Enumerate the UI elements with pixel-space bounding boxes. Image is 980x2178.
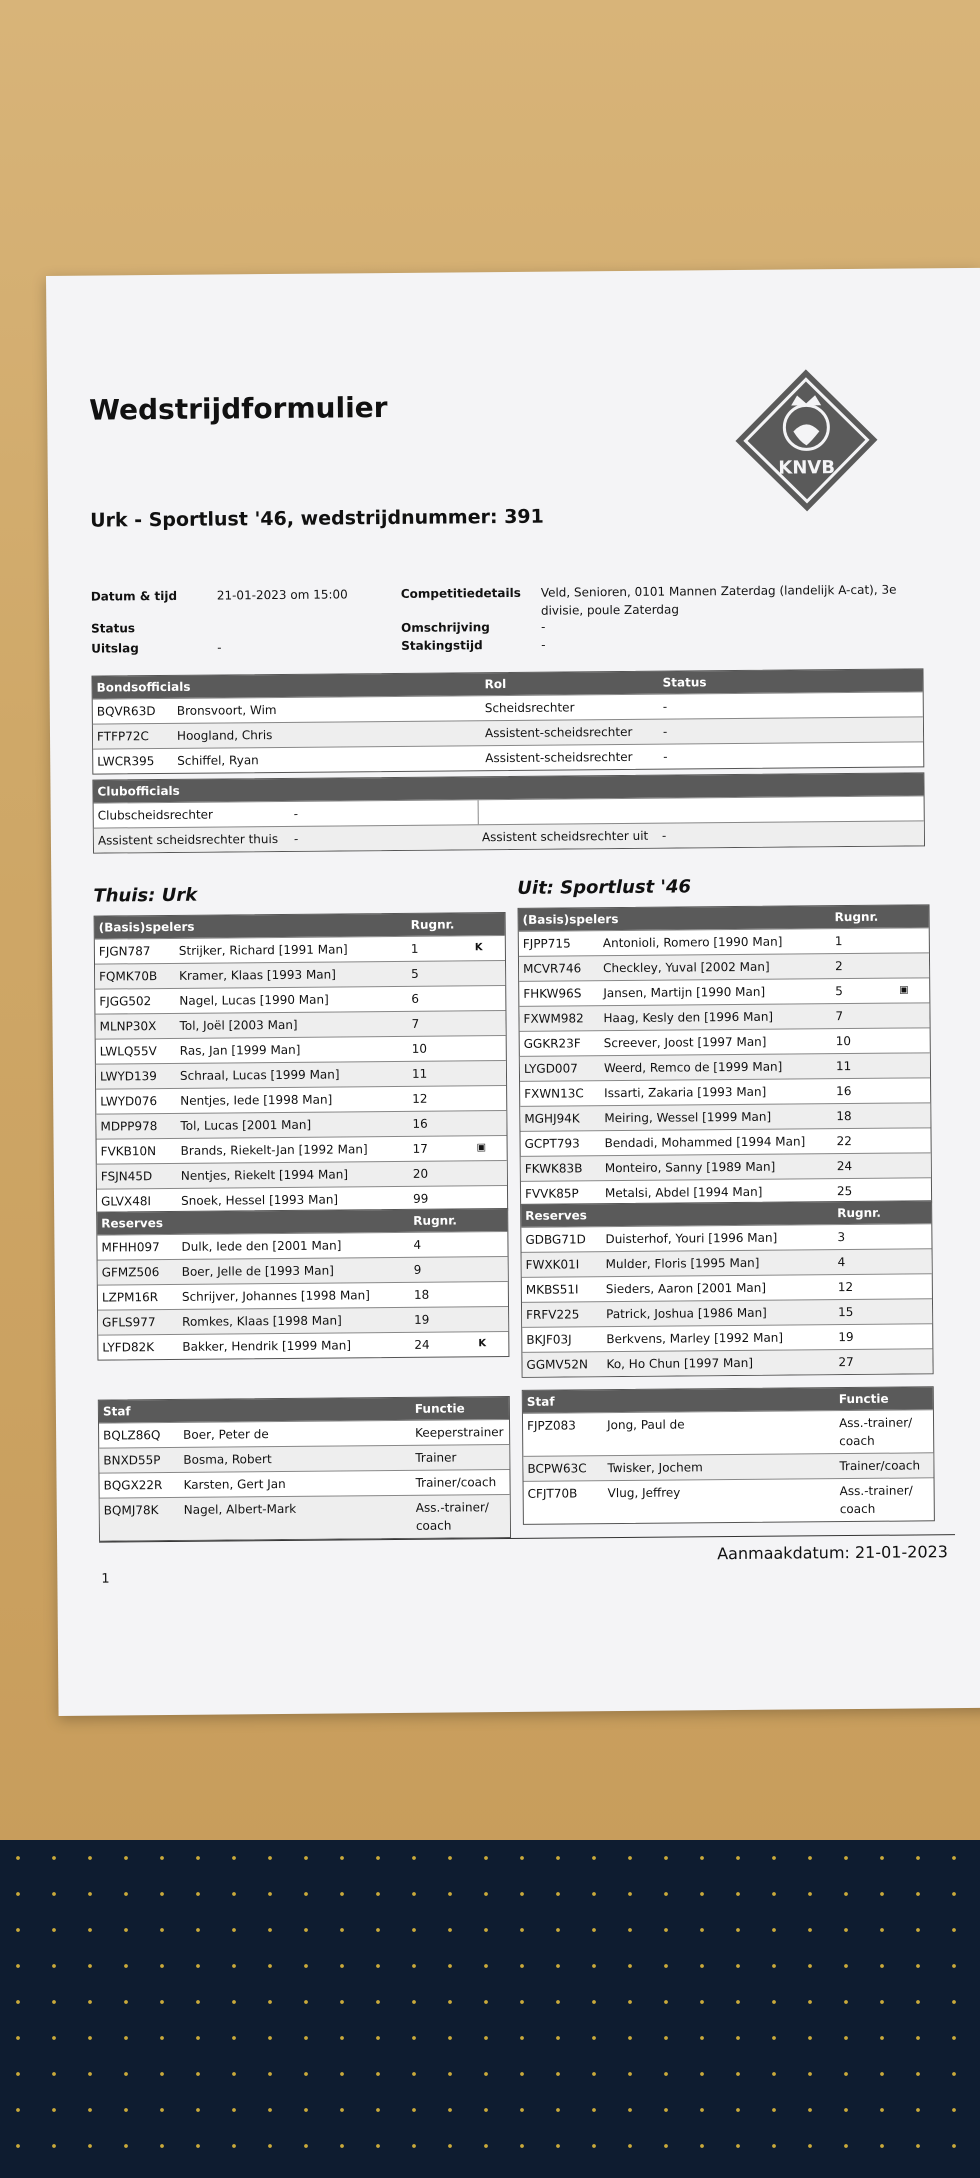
player-name: Schraal, Lucas [1999 Man] <box>179 1067 340 1083</box>
staf-header: Staf <box>102 1404 131 1419</box>
staf-code: BQMJ78K <box>103 1503 159 1518</box>
official-code: LWCR395 <box>97 754 155 769</box>
staf-functie: Ass.-trainer/ coach <box>838 1415 913 1449</box>
player-code: MDPP978 <box>100 1119 158 1134</box>
ass-uit-value: - <box>661 828 667 843</box>
player-name: Bendadi, Mohammed [1994 Man] <box>604 1134 806 1151</box>
table-row <box>519 1002 929 1031</box>
rugnr-header: Rugnr. <box>413 1213 458 1228</box>
player-code: LWLQ55V <box>99 1044 157 1059</box>
official-rol: Scheidsrechter <box>484 700 575 716</box>
staf-header: Staf <box>526 1394 555 1409</box>
official-rol: Assistent-scheidsrechter <box>484 724 633 741</box>
table-row <box>523 1452 933 1481</box>
staf-name: Vlug, Jeffrey <box>607 1485 681 1501</box>
table-row <box>521 1223 931 1252</box>
player-rugnr: 5 <box>835 984 843 999</box>
player-code: FKWK83B <box>524 1161 583 1176</box>
staf-code: BCPW63C <box>527 1461 587 1476</box>
player-name: Ras, Jan [1999 Man] <box>179 1042 301 1058</box>
player-code: FVKB10N <box>100 1144 157 1159</box>
player-name: Monteiro, Sanny [1989 Man] <box>604 1159 776 1176</box>
rugnr-header: Rugnr. <box>837 1205 881 1221</box>
player-name: Berkvens, Marley [1992 Man] <box>606 1330 784 1347</box>
staf-code: FJPZ083 <box>526 1418 576 1433</box>
staf-name: Nagel, Albert-Mark <box>183 1501 297 1517</box>
player-code: GGKR23F <box>523 1036 581 1051</box>
player-name: Dulk, Iede den [2001 Man] <box>181 1238 342 1254</box>
player-rugnr: 1 <box>834 934 843 949</box>
rugnr-header: Rugnr. <box>834 909 879 925</box>
player-code: FSJN45D <box>100 1169 153 1184</box>
competitie-label: Competitiedetails <box>400 585 521 601</box>
player-code: LWYD139 <box>99 1069 157 1084</box>
player-name: Tol, Lucas [2001 Man] <box>180 1117 312 1133</box>
omschrijving-value: - <box>541 619 546 634</box>
player-rugnr: 10 <box>835 1034 852 1049</box>
table-row <box>524 1477 934 1524</box>
player-name: Issarti, Zakaria [1993 Man] <box>604 1084 767 1101</box>
table-row <box>520 1077 930 1106</box>
player-name: Kramer, Klaas [1993 Man] <box>179 967 336 983</box>
table-row <box>96 1085 506 1114</box>
player-name: Nentjes, Riekelt [1994 Man] <box>180 1167 349 1183</box>
table-row <box>520 1102 930 1131</box>
table-row <box>522 1273 932 1302</box>
away-team-heading: Uit: Sportlust '46 <box>517 876 692 899</box>
player-name: Tol, Joël [2003 Man] <box>179 1017 298 1033</box>
functie-header: Functie <box>838 1391 889 1407</box>
match-form-paper <box>46 268 980 1716</box>
staf-code: BQLZ86Q <box>103 1428 161 1443</box>
table-row <box>95 985 505 1014</box>
player-rugnr: 25 <box>836 1183 853 1199</box>
table-row <box>95 935 505 964</box>
player-name: Jansen, Martijn [1990 Man] <box>603 984 766 1001</box>
player-rugnr: 27 <box>838 1354 854 1370</box>
omschrijving-label: Omschrijving <box>401 620 490 635</box>
player-rugnr: 20 <box>412 1166 429 1181</box>
table-row <box>523 1409 933 1456</box>
official-status: - <box>662 724 668 739</box>
player-name: Nentjes, Iede [1998 Man] <box>180 1092 333 1108</box>
staf-functie: Trainer/coach <box>839 1458 921 1474</box>
table-row <box>98 1256 508 1285</box>
uitslag-value: - <box>217 640 222 655</box>
competitie-value: Veld, Senioren, 0101 Mannen Zaterdag (landelijk A-cat), 3e divisie, poule Zaterdag <box>540 582 897 618</box>
player-name: Nagel, Lucas [1990 Man] <box>179 992 329 1008</box>
player-name: Haag, Kesly den [1996 Man] <box>603 1009 774 1026</box>
player-name: Bakker, Hendrik [1999 Man] <box>182 1338 352 1354</box>
staking-label: Stakingstijd <box>401 638 483 653</box>
player-code: GCPT793 <box>524 1136 580 1151</box>
official-code: BQVR63D <box>96 704 156 719</box>
staf-code: BQGX22R <box>103 1478 163 1493</box>
table-row <box>95 960 505 989</box>
official-code: FTFP72C <box>96 729 149 744</box>
uitslag-label: Uitslag <box>91 641 139 656</box>
home-reserves-table <box>96 1208 509 1361</box>
player-code: LZPM16R <box>101 1290 159 1305</box>
official-name: Bronsvoort, Wim <box>176 703 277 718</box>
player-code: MKBS51I <box>525 1282 579 1297</box>
status-header: Status <box>662 675 707 690</box>
table-row <box>98 1281 508 1310</box>
player-rugnr: 99 <box>413 1191 429 1206</box>
staf-name: Karsten, Gert Jan <box>183 1476 286 1492</box>
player-code: BKJF03J <box>526 1332 572 1347</box>
player-name: Ko, Ho Chun [1997 Man] <box>606 1355 754 1372</box>
staf-name: Boer, Peter de <box>183 1427 269 1442</box>
official-rol: Assistent-scheidsrechter <box>485 749 633 766</box>
player-rugnr: 24 <box>414 1337 430 1352</box>
datum-label: Datum & tijd <box>90 588 178 604</box>
player-rugnr: 5 <box>411 966 419 981</box>
table-row <box>521 1152 931 1181</box>
player-rugnr: 1 <box>410 941 419 956</box>
official-status: - <box>662 699 668 714</box>
player-rugnr: 11 <box>411 1066 428 1081</box>
away-players-table <box>518 904 933 1207</box>
players-header: (Basis)spelers <box>98 919 195 935</box>
player-code: MCVR746 <box>523 961 582 976</box>
table-row <box>98 1331 508 1360</box>
player-rugnr: 7 <box>411 1016 420 1031</box>
player-rugnr: 16 <box>412 1116 428 1131</box>
knvb-logo-icon <box>731 365 882 516</box>
staf-functie: Keeperstrainer <box>415 1425 504 1440</box>
table-row <box>520 1027 930 1056</box>
table-row <box>100 1494 510 1541</box>
reserves-header: Reserves <box>525 1208 587 1223</box>
player-code: FRFV225 <box>526 1307 580 1322</box>
datum-value: 21-01-2023 om 15:00 <box>216 587 348 603</box>
player-rugnr: 11 <box>835 1059 852 1074</box>
player-code: GFMZ506 <box>101 1265 160 1280</box>
player-code: GFLS977 <box>102 1315 156 1330</box>
player-name: Snoek, Hessel [1993 Man] <box>181 1192 339 1208</box>
player-marker: ▣ <box>899 984 909 996</box>
player-name: Duisterhof, Youri [1996 Man] <box>605 1230 778 1247</box>
staf-functie: Ass.-trainer/ coach <box>415 1500 489 1533</box>
away-staf-table <box>522 1386 935 1525</box>
clubofficials-table <box>92 772 925 853</box>
table-row <box>96 1110 506 1139</box>
home-team-heading: Thuis: Urk <box>93 884 198 907</box>
page-number: 1 <box>101 1571 110 1587</box>
player-name: Screever, Joost [1997 Man] <box>603 1034 767 1051</box>
table-row <box>97 1231 507 1260</box>
player-code: LYGD007 <box>523 1061 578 1076</box>
page-title: Wedstrijdformulier <box>89 391 388 427</box>
player-rugnr: 6 <box>411 991 420 1006</box>
staf-code: CFJT70B <box>527 1486 578 1501</box>
table-row <box>522 1323 932 1352</box>
player-marker: K <box>478 1338 487 1350</box>
bondsofficials-table <box>91 668 924 774</box>
player-code: FWXK01I <box>525 1257 580 1272</box>
player-code: FJPP715 <box>522 936 571 951</box>
player-rugnr: 7 <box>835 1009 844 1024</box>
table-row <box>97 1135 507 1164</box>
player-code: FXWM982 <box>523 1011 584 1026</box>
players-header: (Basis)spelers <box>522 912 619 927</box>
staf-functie: Ass.-trainer/ coach <box>839 1483 913 1517</box>
table-row <box>519 927 929 956</box>
table-row <box>97 1160 507 1189</box>
carpet-floor <box>0 1840 980 2178</box>
table-row <box>96 1035 506 1064</box>
status-label: Status <box>91 621 136 636</box>
player-rugnr: 12 <box>412 1091 428 1106</box>
table-row <box>99 1419 509 1448</box>
table-row <box>98 1306 508 1335</box>
knvb-logo-text: KNVB <box>778 457 836 479</box>
clubscheidsrechter-value: - <box>293 806 299 821</box>
player-name: Meiring, Wessel [1999 Man] <box>604 1109 772 1126</box>
table-row <box>519 952 929 981</box>
staf-name: Bosma, Robert <box>183 1452 272 1467</box>
away-reserves-table <box>520 1200 934 1378</box>
player-rugnr: 15 <box>838 1304 854 1320</box>
player-rugnr: 18 <box>836 1109 852 1124</box>
player-code: FJGN787 <box>98 944 151 959</box>
player-code: FVVK85P <box>524 1186 579 1201</box>
player-name: Strijker, Richard [1991 Man] <box>178 942 348 958</box>
player-name: Metalsi, Abdel [1994 Man] <box>604 1184 763 1201</box>
player-name: Antonioli, Romero [1990 Man] <box>602 934 783 951</box>
functie-header: Functie <box>414 1401 465 1416</box>
player-name: Weerd, Remco de [1999 Man] <box>603 1059 783 1076</box>
table-row <box>520 1052 930 1081</box>
player-rugnr: 12 <box>837 1279 854 1295</box>
ass-thuis-value: - <box>293 831 299 846</box>
official-status: - <box>663 749 668 764</box>
player-code: GGMV52N <box>526 1357 588 1372</box>
home-staf-table <box>98 1396 511 1542</box>
player-rugnr: 17 <box>412 1141 428 1156</box>
home-players-table <box>94 912 509 1215</box>
table-row <box>522 1298 932 1327</box>
table-row <box>99 1469 509 1498</box>
player-code: MLNP30X <box>99 1019 157 1034</box>
table-row <box>96 1060 506 1089</box>
aanmaakdatum: Aanmaakdatum: 21-01-2023 <box>717 1542 949 1564</box>
player-marker: ▣ <box>476 1142 487 1154</box>
player-rugnr: 22 <box>836 1134 852 1149</box>
player-name: Boer, Jelle de [1993 Man] <box>181 1263 334 1279</box>
player-code: LYFD82K <box>102 1340 155 1355</box>
player-name: Brands, Riekelt-Jan [1992 Man] <box>180 1142 368 1158</box>
staf-name: Jong, Paul de <box>606 1417 685 1433</box>
reserves-header: Reserves <box>101 1216 164 1231</box>
player-code: FQMK70B <box>99 969 158 984</box>
player-rugnr: 19 <box>838 1329 854 1345</box>
ass-thuis-label: Assistent scheidsrechter thuis <box>97 831 279 848</box>
player-code: FHKW96S <box>523 986 582 1001</box>
player-rugnr: 10 <box>411 1041 428 1056</box>
player-code: FJGG502 <box>99 994 152 1009</box>
player-code: FXWN13C <box>524 1086 584 1101</box>
player-code: GDBG71D <box>525 1232 586 1247</box>
table-row <box>519 977 929 1006</box>
staking-value: - <box>541 637 546 652</box>
table-row <box>522 1348 932 1377</box>
staf-code: BNXD55P <box>103 1453 161 1468</box>
official-name: Schiffel, Ryan <box>177 753 259 768</box>
official-name: Hoogland, Chris <box>176 728 273 743</box>
rugnr-header: Rugnr. <box>410 917 455 932</box>
staf-name: Twisker, Jochem <box>607 1460 703 1476</box>
player-rugnr: 18 <box>413 1287 430 1302</box>
clubofficials-title: Clubofficials <box>97 783 180 799</box>
player-name: Romkes, Klaas [1998 Man] <box>182 1313 342 1329</box>
player-rugnr: 3 <box>837 1230 846 1245</box>
player-rugnr: 4 <box>837 1255 846 1270</box>
table-row <box>95 1010 505 1039</box>
staf-functie: Trainer/coach <box>415 1475 497 1490</box>
player-code: MGHJ94K <box>524 1111 580 1126</box>
player-name: Schrijver, Johannes [1998 Man] <box>181 1288 370 1304</box>
table-row <box>522 1248 932 1277</box>
staf-functie: Trainer <box>415 1450 457 1465</box>
player-rugnr: 16 <box>836 1084 852 1099</box>
player-name: Sieders, Aaron [2001 Man] <box>605 1280 767 1297</box>
player-marker: K <box>474 942 483 954</box>
player-rugnr: 19 <box>414 1312 430 1327</box>
player-code: LWYD076 <box>100 1094 158 1109</box>
ass-uit-label: Assistent scheidsrechter uit <box>481 828 649 845</box>
table-row <box>99 1444 509 1473</box>
player-rugnr: 9 <box>413 1262 422 1277</box>
match-title: Urk - Sportlust '46, wedstrijdnummer: 391 <box>90 505 544 532</box>
player-name: Checkley, Yuval [2002 Man] <box>603 959 770 976</box>
player-code: GLVX48I <box>101 1194 152 1209</box>
player-rugnr: 24 <box>836 1158 853 1174</box>
player-name: Patrick, Joshua [1986 Man] <box>606 1305 767 1322</box>
clubscheidsrechter-label: Clubscheidsrechter <box>97 807 214 823</box>
table-row <box>520 1127 930 1156</box>
player-rugnr: 4 <box>413 1237 422 1252</box>
player-name: Mulder, Floris [1995 Man] <box>605 1255 760 1272</box>
bondsofficials-title: Bondsofficials <box>96 679 191 695</box>
player-code: MFHH097 <box>101 1240 160 1255</box>
rol-header: Rol <box>484 676 507 692</box>
player-rugnr: 2 <box>834 959 843 974</box>
